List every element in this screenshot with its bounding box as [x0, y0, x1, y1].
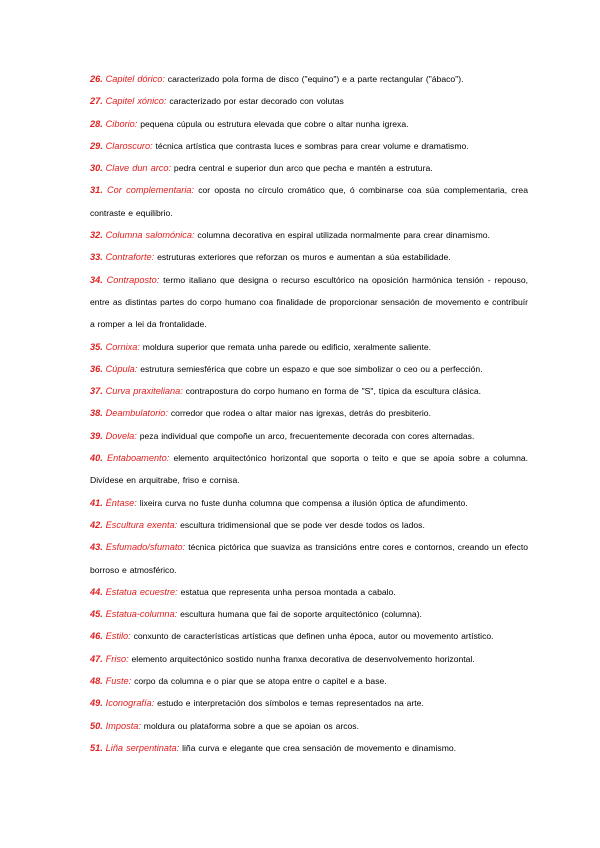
- entry-term: Entaboamento:: [106, 453, 170, 464]
- entry-definition: moldura superior que remata unha parede ou edificio, xeralmente saliente.: [142, 341, 432, 352]
- entry-number: 44.: [90, 586, 103, 597]
- entry-term: Cornixa:: [105, 341, 140, 352]
- glossary-entry: [90, 447, 528, 492]
- entry-term: Cúpula:: [105, 363, 138, 374]
- entry-definition: corredor que rodea o altar maior nas igrexas, detrás do presbiterio.: [170, 408, 431, 419]
- glossary-entry: [90, 336, 528, 358]
- entry-definition: moldura ou plataforma sobre a que se apoian os arcos.: [143, 720, 359, 731]
- entry-number: 28.: [90, 118, 103, 129]
- entry-number: 48.: [90, 676, 103, 687]
- entry-term: Curva praxiteliana:: [105, 386, 183, 397]
- entry-definition: estrutura semiesférica que cobre un espazo e que soe simbolizar o ceo ou a perfección.: [140, 363, 483, 374]
- glossary-entry: [90, 715, 528, 737]
- glossary-entry: [90, 425, 528, 447]
- glossary-entry: [90, 224, 528, 246]
- entry-term: Estilo:: [105, 631, 131, 642]
- entry-definition: técnica artística que contrasta luces e sombras para crear volume e dramatismo.: [155, 140, 469, 151]
- entry-number: 35.: [90, 341, 103, 352]
- entry-number: 47.: [90, 653, 103, 664]
- entry-term: Estatua-columna:: [105, 609, 178, 620]
- entry-number: 51.: [90, 742, 103, 753]
- entry-definition: conxunto de características artísticas que definen unha época, autor ou movemento artístico.: [133, 631, 494, 642]
- entry-definition: estruturas exteriores que reforzan os muros e aumentan a súa estabilidade.: [157, 252, 451, 263]
- entry-number: 39.: [90, 430, 103, 441]
- glossary-entry: [90, 135, 528, 157]
- glossary-entry: [90, 358, 528, 380]
- entry-term: Imposta:: [105, 720, 141, 731]
- entry-definition: estatua que representa unha persoa montada a cabalo.: [180, 586, 396, 597]
- glossary-entry: [90, 536, 528, 581]
- entry-definition: pedra central e superior dun arco que pecha e mantén a estrutura.: [173, 163, 433, 174]
- glossary-entry: [90, 68, 528, 90]
- glossary-entry: [90, 269, 528, 336]
- entry-term: Esfumado/sfumato:: [105, 542, 186, 553]
- entry-number: 31.: [90, 185, 103, 196]
- entry-number: 45.: [90, 609, 103, 620]
- entry-term: Liña serpentinata:: [105, 742, 180, 753]
- glossary-entry: [90, 157, 528, 179]
- glossary-entry: [90, 246, 528, 268]
- glossary-entry: [90, 514, 528, 536]
- entry-number: 29.: [90, 140, 103, 151]
- entry-definition: estudo e interpretación dos símbolos e temas representados na arte.: [157, 698, 424, 709]
- glossary-entry: [90, 648, 528, 670]
- entry-term: Escultura exenta:: [105, 519, 178, 530]
- entry-number: 37.: [90, 386, 103, 397]
- entry-number: 41.: [90, 497, 103, 508]
- entry-definition: caracterizado pola forma de disco ("equino") e a parte rectangular ("ábaco").: [167, 74, 464, 84]
- entry-term: Éntase:: [105, 497, 137, 508]
- entry-term: Ciborio:: [105, 118, 138, 129]
- entry-number: 36.: [90, 363, 103, 374]
- entry-definition: corpo da columna e o piar que se atopa entre o capitel e a base.: [134, 676, 387, 687]
- entry-number: 32.: [90, 230, 103, 241]
- glossary-entry: [90, 380, 528, 402]
- glossary-entry: [90, 402, 528, 424]
- entry-term: Dovela:: [105, 430, 137, 441]
- glossary-entry: [90, 670, 528, 692]
- entry-term: Estatua ecuestre:: [105, 586, 178, 597]
- entry-number: 49.: [90, 698, 103, 709]
- entry-definition: contrapostura do corpo humano en forma de "S", típica da escultura clásica.: [185, 386, 482, 397]
- entry-term: Iconografía:: [105, 698, 155, 709]
- entry-number: 46.: [90, 631, 103, 642]
- entry-number: 33.: [90, 252, 103, 263]
- entry-definition: caracterizado por estar decorado con volutas: [169, 96, 344, 107]
- entry-definition: escultura tridimensional que se pode ver desde todos os lados.: [180, 519, 425, 530]
- glossary-entry: [90, 737, 528, 759]
- entry-number: 43.: [90, 542, 103, 553]
- entry-definition: técnica pictórica que suaviza as transicións entre cores e contornos, creando un efecto borroso e atmosférico.: [90, 542, 529, 575]
- entry-number: 50.: [90, 720, 103, 731]
- glossary-entry: [90, 492, 528, 514]
- entry-term: Contraforte:: [105, 252, 155, 263]
- glossary-entry: [90, 692, 528, 714]
- entry-number: 30.: [90, 163, 103, 174]
- entry-term: Claroscuro:: [105, 140, 153, 151]
- entry-number: 26.: [90, 74, 103, 84]
- glossary-entry: [90, 603, 528, 625]
- glossary-entry: [90, 625, 528, 647]
- entry-term: Friso:: [105, 653, 129, 664]
- glossary-entry: [90, 90, 528, 112]
- entry-definition: peza individual que compoñe un arco, frecuentemente decorada con cores alternadas.: [139, 430, 475, 441]
- glossary-entry: [90, 113, 528, 135]
- entry-number: 42.: [90, 519, 103, 530]
- entry-definition: liña curva e elegante que crea sensación de movemento e dinamismo.: [182, 742, 457, 753]
- entry-term: Contraposto:: [106, 274, 160, 285]
- glossary-entry: [90, 179, 528, 224]
- entry-definition: lixeira curva no fuste dunha columna que compensa a ilusión óptica de afundimento.: [139, 497, 468, 508]
- entry-definition: cor oposta no círculo cromático que, ó combinarse coa súa complementaria, crea contraste e equilibrio.: [90, 185, 528, 218]
- entry-number: 40.: [90, 453, 103, 464]
- entry-definition: columna decorativa en espiral utilizada normalmente para crear dinamismo.: [197, 230, 490, 241]
- entry-definition: pequena cúpula ou estrutura elevada que cobre o altar nunha igrexa.: [140, 118, 409, 129]
- entry-term: Cor complementaria:: [106, 185, 195, 196]
- entry-number: 27.: [90, 96, 103, 107]
- glossary-list: [90, 68, 528, 759]
- entry-term: Fuste:: [105, 676, 132, 687]
- entry-definition: termo italiano que designa o recurso escultórico na oposición harmónica tensión - repouso, entre as distintas partes do corpo humano coa finalidade de proporcionar sensación de movemento e contribuír a romper a lei da frontalidade.: [90, 274, 528, 330]
- entry-definition: elemento arquitectónico sostido nunha franxa decorativa de desenvolvemento horizontal.: [131, 653, 475, 664]
- entry-term: Capitel xónico:: [105, 96, 167, 107]
- entry-definition: escultura humana que fai de soporte arquitectónico (columna).: [180, 609, 422, 620]
- entry-number: 34.: [90, 274, 103, 285]
- entry-term: Clave dun arco:: [105, 163, 172, 174]
- glossary-entry: [90, 581, 528, 603]
- entry-number: 38.: [90, 408, 103, 419]
- entry-term: Deambulatorio:: [105, 408, 168, 419]
- entry-definition: elemento arquitectónico horizontal que soporta o teito e que se apoia sobre a columna. Divídese en arquitrabe, friso e cornisa.: [90, 453, 529, 486]
- entry-term: Capitel dórico:: [105, 74, 165, 84]
- entry-term: Columna salomónica:: [105, 230, 195, 241]
